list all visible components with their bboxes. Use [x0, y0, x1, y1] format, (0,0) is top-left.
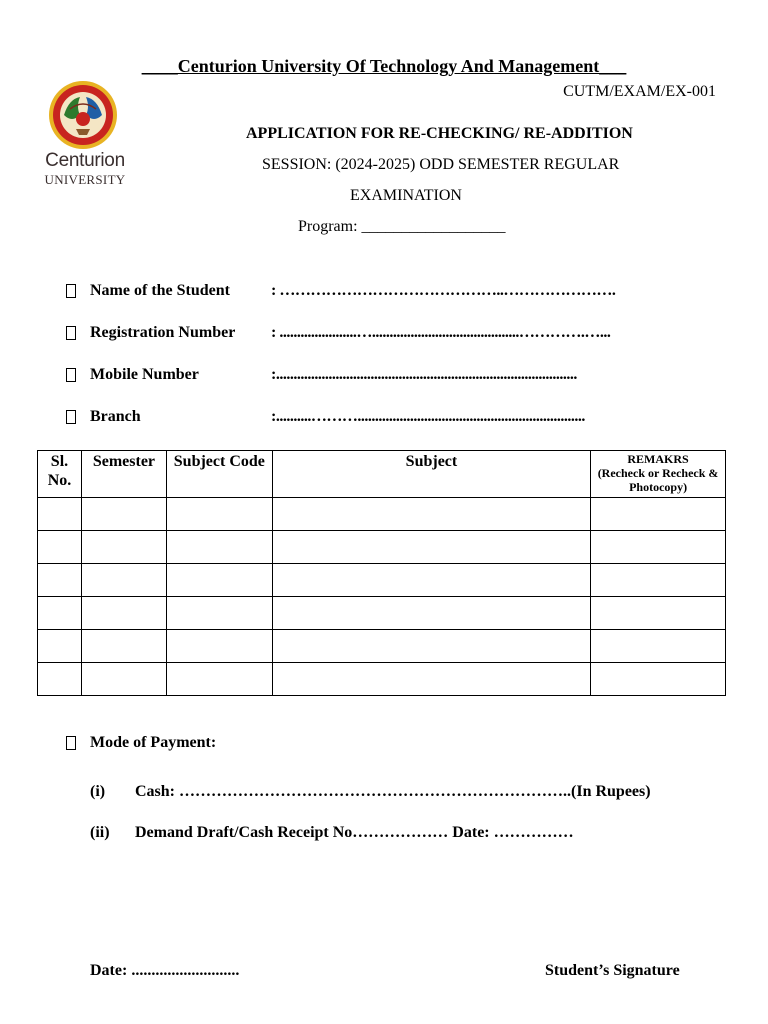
form-code: CUTM/EXAM/EX-001: [563, 83, 716, 100]
field-label: Mobile Number: [90, 366, 199, 383]
demand-draft-field[interactable]: Demand Draft/Cash Receipt No……………… Date: ……………: [135, 824, 574, 841]
field-blank[interactable]: : ……………………………………..………………….: [271, 282, 616, 299]
table-cell[interactable]: [38, 564, 82, 597]
table-cell[interactable]: [272, 663, 590, 696]
student-signature-label: Student’s Signature: [545, 962, 680, 979]
university-crest-icon: [40, 79, 130, 151]
application-title: APPLICATION FOR RE-CHECKING/ RE-ADDITION: [246, 125, 633, 142]
header-semester: Semester: [81, 451, 166, 498]
header-subject: Subject: [272, 451, 590, 498]
header-subject-code: Subject Code: [166, 451, 272, 498]
table-cell[interactable]: [81, 663, 166, 696]
field-label: Registration Number: [90, 324, 236, 341]
university-logo: [40, 79, 130, 189]
field-label: Name of the Student: [90, 282, 230, 299]
cash-field[interactable]: Cash: ………………………………………………………………..(In Rupees): [135, 783, 651, 800]
program-field[interactable]: Program: __________________: [298, 218, 506, 235]
table-cell[interactable]: [166, 498, 272, 531]
table-cell[interactable]: [272, 564, 590, 597]
checkbox-bullet-icon: [66, 368, 76, 382]
table-cell[interactable]: [272, 630, 590, 663]
table-cell[interactable]: [166, 597, 272, 630]
table-header-row: [38, 451, 726, 498]
header-sl-no: Sl. No.: [38, 451, 82, 498]
field-blank[interactable]: :......................................................................................: [271, 366, 577, 383]
table-cell[interactable]: [591, 564, 726, 597]
field-blank[interactable]: :..........……….................................................................: [271, 408, 585, 425]
table-row: [38, 564, 726, 597]
session-line-1: SESSION: (2024-2025) ODD SEMESTER REGULAR: [262, 156, 620, 173]
checkbox-bullet-icon: [66, 326, 76, 340]
table-cell[interactable]: [38, 663, 82, 696]
session-line-2: EXAMINATION: [350, 187, 462, 204]
table-cell[interactable]: [166, 531, 272, 564]
cash-number: (i): [90, 783, 106, 800]
header-remarks: [591, 451, 726, 498]
table-cell[interactable]: [272, 498, 590, 531]
remarks-title: REMAKRS: [627, 452, 689, 466]
table-cell[interactable]: [81, 630, 166, 663]
table-cell[interactable]: [38, 531, 82, 564]
field-label: Branch: [90, 408, 141, 425]
university-title: ____Centurion University Of Technology And Management___: [141, 56, 627, 76]
table-row: [38, 597, 726, 630]
date-field[interactable]: Date: ...........................: [90, 962, 240, 979]
table-cell[interactable]: [38, 498, 82, 531]
table-cell[interactable]: [81, 531, 166, 564]
table-cell[interactable]: [38, 630, 82, 663]
demand-draft-number: (ii): [90, 824, 110, 841]
table-row: [38, 498, 726, 531]
payment-mode-label: Mode of Payment:: [90, 734, 217, 751]
table-cell[interactable]: [272, 597, 590, 630]
table-cell[interactable]: [591, 663, 726, 696]
table-cell[interactable]: [81, 564, 166, 597]
table-cell[interactable]: [272, 531, 590, 564]
table-cell[interactable]: [591, 531, 726, 564]
table-row: [38, 663, 726, 696]
remarks-subtitle: (Recheck or Recheck & Photocopy): [597, 466, 719, 494]
table-cell[interactable]: [166, 564, 272, 597]
table-row: [38, 531, 726, 564]
checkbox-bullet-icon: [66, 284, 76, 298]
checkbox-bullet-icon: [66, 410, 76, 424]
table-row: [38, 630, 726, 663]
table-cell[interactable]: [591, 597, 726, 630]
field-blank[interactable]: : ......................…..........................................………….…...: [271, 324, 611, 341]
checkbox-bullet-icon: [66, 736, 76, 750]
logo-name: Centurion: [45, 150, 125, 171]
table-cell[interactable]: [591, 630, 726, 663]
table-cell[interactable]: [81, 498, 166, 531]
table-cell[interactable]: [81, 597, 166, 630]
logo-subname: UNIVERSITY: [44, 172, 126, 187]
table-cell[interactable]: [38, 597, 82, 630]
table-cell[interactable]: [166, 630, 272, 663]
subjects-table: [37, 450, 726, 696]
table-cell[interactable]: [591, 498, 726, 531]
table-cell[interactable]: [166, 663, 272, 696]
